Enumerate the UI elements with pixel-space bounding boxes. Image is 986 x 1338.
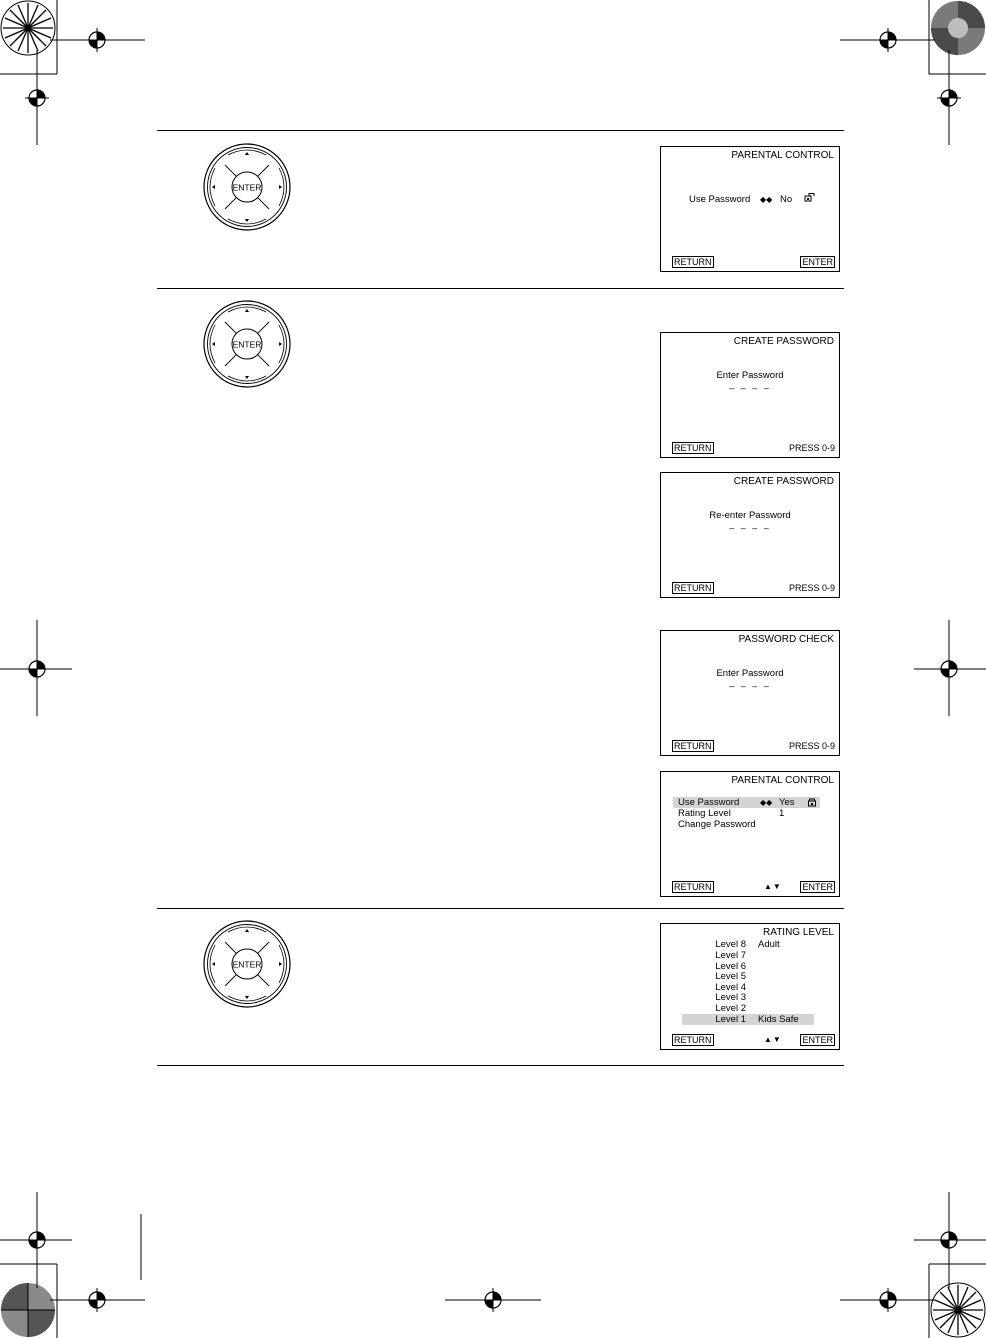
level-label: Level 4 [715, 982, 746, 993]
enter-password-prompt: Enter Password [716, 668, 784, 679]
return-button: RETURN [674, 583, 712, 593]
section-divider [157, 908, 844, 909]
locked-icon [807, 797, 817, 810]
password-dashes: – – – – [729, 681, 771, 691]
enter-password-prompt: Enter Password [716, 370, 784, 381]
enter-button-label: ENTER [232, 182, 262, 193]
level-desc: Adult [758, 939, 780, 950]
screen-title: PARENTAL CONTROL [731, 775, 834, 786]
enter-button-label: ENTER [232, 339, 262, 350]
level-label: Level 1 [715, 1014, 746, 1025]
section-divider [157, 1065, 844, 1066]
password-dashes: – – – – [729, 383, 771, 393]
section-divider [157, 288, 844, 289]
use-password-value: No [780, 194, 793, 205]
screen-title: CREATE PASSWORD [733, 336, 834, 347]
starburst-icon [1, 1, 55, 55]
return-button: RETURN [674, 741, 712, 751]
remote-dpad [203, 143, 291, 231]
up-down-arrows-icon: ▲▼ [764, 882, 782, 891]
remote-dpad [203, 300, 291, 388]
return-button: RETURN [674, 882, 712, 892]
up-down-arrows-icon: ▲▼ [764, 1035, 782, 1044]
level-label: Level 5 [715, 971, 746, 982]
enter-button-label: ENTER [232, 959, 262, 970]
press-hint: PRESS 0-9 [788, 443, 835, 453]
screen-title: RATING LEVEL [763, 927, 834, 938]
screen-title: CREATE PASSWORD [733, 476, 834, 487]
return-button: RETURN [674, 443, 712, 453]
left-right-arrows-icon: ◆◆ [760, 798, 773, 807]
menu-item-value: 1 [779, 808, 785, 819]
screen-title: PARENTAL CONTROL [731, 150, 834, 161]
rating-level-screen [660, 923, 840, 1050]
level-label: Level 3 [715, 992, 746, 1003]
level-label: Level 8 [715, 939, 746, 950]
create-password-screen [660, 472, 840, 598]
press-hint: PRESS 0-9 [788, 583, 835, 593]
menu-item-label: Change Password [678, 819, 756, 830]
return-button: RETURN [674, 1035, 712, 1045]
password-check-screen [660, 630, 840, 756]
level-label: Level 2 [715, 1003, 746, 1014]
unlocked-icon [804, 192, 816, 205]
enter-button: ENTER [802, 257, 833, 267]
level-label: Level 7 [715, 950, 746, 961]
starburst-icon [931, 1283, 985, 1337]
parental-control-screen [660, 771, 840, 897]
reenter-password-prompt: Re-enter Password [709, 510, 791, 521]
screen-title: PASSWORD CHECK [738, 634, 834, 645]
enter-button: ENTER [802, 882, 833, 892]
level-desc: Kids Safe [758, 1014, 799, 1025]
enter-button: ENTER [802, 1035, 833, 1045]
press-hint: PRESS 0-9 [788, 741, 835, 751]
section-divider [157, 130, 844, 131]
menu-item-value: Yes [779, 797, 795, 808]
password-dashes: – – – – [729, 523, 771, 533]
return-button: RETURN [674, 257, 712, 267]
use-password-label: Use Password [689, 194, 751, 205]
menu-item-label: Use Password [678, 797, 740, 808]
level-label: Level 6 [715, 961, 746, 972]
menu-item-label: Rating Level [678, 808, 731, 819]
color-target-icon [931, 1, 985, 55]
create-password-screen [660, 332, 840, 458]
remote-dpad [203, 920, 291, 1008]
color-target-icon [1, 1283, 55, 1337]
left-right-arrows-icon: ◆◆ [760, 195, 773, 204]
parental-control-screen [660, 146, 840, 272]
